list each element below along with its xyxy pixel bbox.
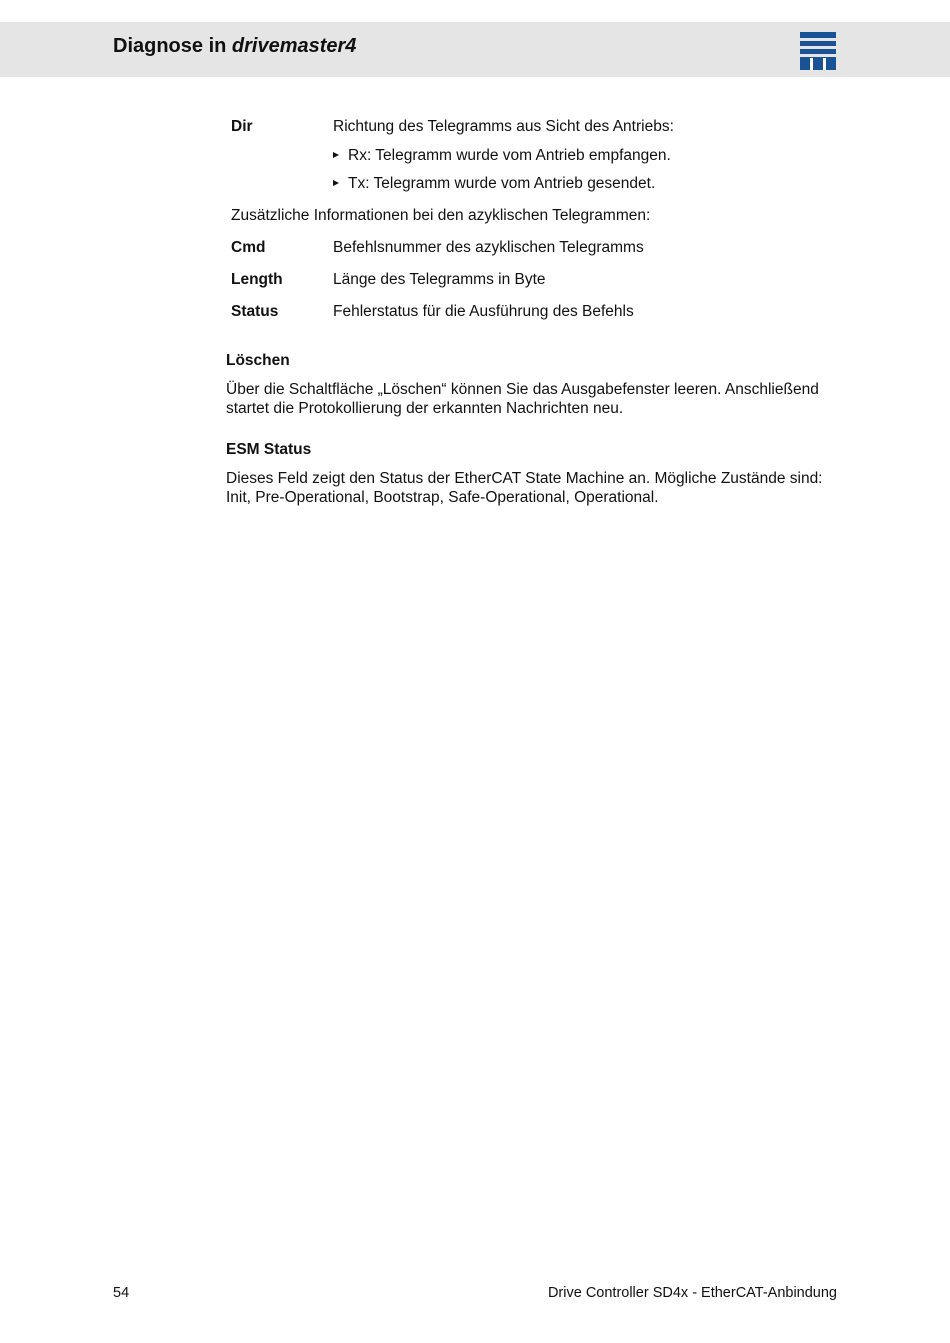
definition-term: Cmd bbox=[231, 239, 266, 256]
page-header-title bbox=[113, 35, 356, 58]
bullet-text: Tx: Telegramm wurde vom Antrieb gesendet. bbox=[348, 175, 656, 192]
definition-description: Richtung des Telegramms aus Sicht des Antriebs: bbox=[333, 118, 674, 135]
section-text-loeschen: Über die Schaltfläche „Löschen“ können Sie das Ausgabefenster leeren. Anschließend startet die Protokollierung der erkannten Nachrichten neu. bbox=[226, 381, 819, 417]
bullet-triangle-icon bbox=[333, 152, 339, 158]
bullet-triangle-icon bbox=[333, 180, 339, 186]
bullet-item bbox=[333, 175, 655, 193]
stober-logo-icon bbox=[800, 32, 836, 70]
section-heading-loeschen: Löschen bbox=[226, 352, 290, 369]
definition-term: Dir bbox=[231, 118, 253, 135]
bullet-item bbox=[333, 147, 671, 165]
definition-description: Befehlsnummer des azyklischen Telegramms bbox=[333, 239, 644, 256]
section-text-esm-status: Dieses Feld zeigt den Status der EtherCAT State Machine an. Mögliche Zustände sind: Init, Pre-Operational, Bootstrap, Safe-Operational, Operational. bbox=[226, 470, 823, 506]
header-title-prefix: Diagnose in bbox=[113, 35, 232, 57]
definition-term: Status bbox=[231, 303, 279, 320]
definition-description: Länge des Telegramms in Byte bbox=[333, 271, 546, 288]
footer-document-title: Drive Controller SD4x - EtherCAT-Anbindung bbox=[547, 1285, 837, 1301]
section-heading-esm-status: ESM Status bbox=[226, 441, 312, 458]
bullet-text: Rx: Telegramm wurde vom Antrieb empfangen. bbox=[348, 147, 671, 164]
definition-term: Length bbox=[231, 271, 283, 288]
header-title-emphasis: drivemaster4 bbox=[231, 35, 357, 57]
acyclic-intro: Zusätzliche Informationen bei den azyklischen Telegrammen: bbox=[231, 207, 651, 224]
definition-description: Fehlerstatus für die Ausführung des Befehls bbox=[333, 303, 634, 320]
page-number: 54 bbox=[113, 1285, 130, 1301]
